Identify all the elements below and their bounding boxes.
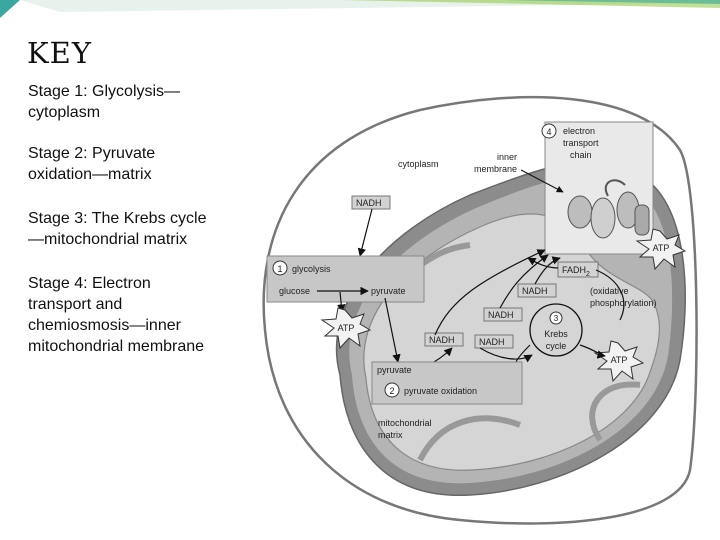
pyruvate-oxidation-label: pyruvate oxidation [404, 386, 478, 396]
oxphos-label-2: phosphorylation) [590, 298, 657, 308]
atp-label-krebs: ATP [610, 355, 628, 365]
atp-label-glycolysis: ATP [337, 323, 355, 333]
nadh-label-1: NADH [522, 286, 548, 296]
krebs-label-1: Krebs [544, 329, 568, 339]
key-stage-3-line1: Stage 3: The Krebs cycle [28, 210, 207, 227]
key-stage-4-line4: mitochondrial membrane [28, 338, 205, 355]
key-stage-4-line2: transport and [28, 296, 123, 313]
krebs-number: 3 [553, 314, 559, 323]
glycolysis-label: glycolysis [292, 264, 331, 274]
etc-number: 4 [546, 127, 552, 137]
pyruvate-oxidation-number: 2 [389, 386, 395, 396]
key-stage-2-line2: oxidation—matrix [28, 166, 152, 183]
etc-label-1: electron [563, 126, 596, 136]
key-stage-1-line1: Stage 1: Glycolysis— [28, 83, 181, 100]
atp-label-etc: ATP [652, 243, 670, 253]
inner-membrane-label-2: membrane [474, 164, 518, 174]
pyruvate-label-oxidation: pyruvate [377, 365, 412, 375]
cytoplasm-label: cytoplasm [398, 159, 439, 169]
key-stage-4-line1: Stage 4: Electron [28, 275, 151, 292]
oxphos-label-1: (oxidative [590, 286, 629, 296]
key-stage-2-line1: Stage 2: Pyruvate [28, 145, 156, 162]
krebs-label-2: cycle [545, 341, 567, 351]
pyruvate-label-glycolysis: pyruvate [371, 286, 406, 296]
etc-label-3: chain [570, 150, 592, 160]
nadh-label-2: NADH [488, 310, 514, 320]
nadh-label-4: NADH [479, 337, 505, 347]
matrix-label-2: matrix [378, 430, 403, 440]
page-title: KEY [27, 36, 92, 70]
nadh-label-3: NADH [429, 335, 455, 345]
nadh-top-label: NADH [356, 198, 382, 208]
glycolysis-number: 1 [277, 264, 283, 274]
matrix-label-1: mitochondrial [378, 418, 432, 428]
nadh-top-arrow [360, 209, 372, 256]
key-stage-1-line2: cytoplasm [28, 104, 101, 121]
key-stage-4-line3: chemiosmosis—inner [28, 317, 181, 334]
glucose-label: glucose [279, 286, 311, 296]
etc-label-2: transport [563, 138, 599, 148]
fadh2-label: $FADH_2$ [562, 265, 590, 278]
inner-membrane-label-1: inner [497, 152, 518, 162]
key-stage-3-line2: —mitochondrial matrix [28, 231, 188, 248]
